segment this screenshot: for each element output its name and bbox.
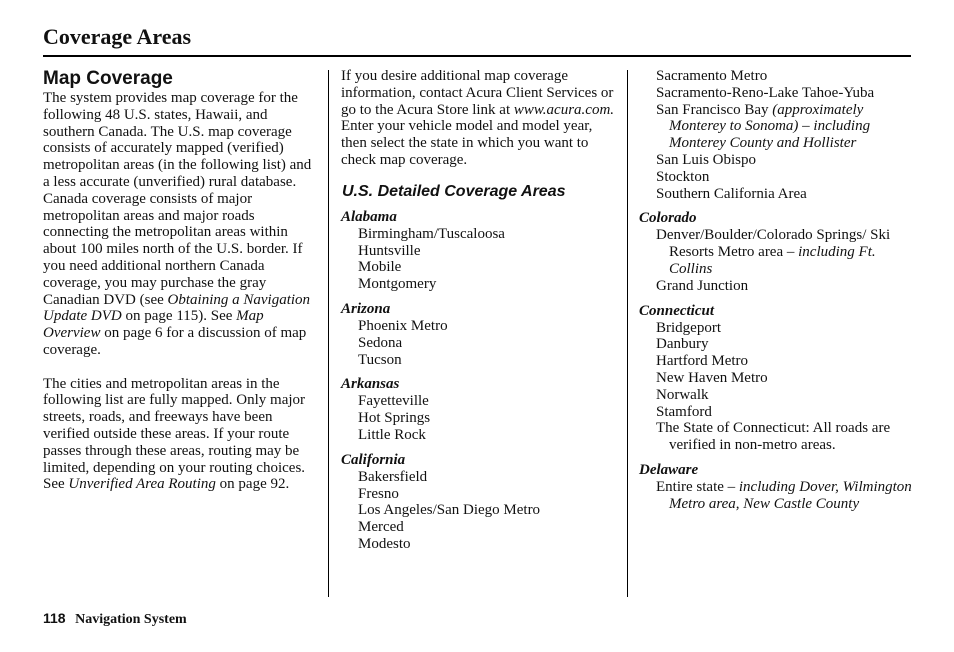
text: Little Rock: [358, 426, 426, 443]
state-heading: Arizona: [341, 300, 391, 317]
column-1: [43, 68, 321, 493]
coverage-area-item: [358, 469, 619, 486]
state-heading: California: [341, 451, 406, 468]
text: Stockton: [656, 168, 710, 185]
italic-text: including Ft. Collins: [669, 244, 876, 277]
column-2: [341, 68, 619, 561]
coverage-area-item: [656, 169, 915, 186]
coverage-area-item: [358, 318, 619, 335]
coverage-area-item: [358, 276, 619, 293]
state-heading: Delaware: [639, 461, 699, 478]
text: The system provides map coverage for the following 48 U.S. states, Hawaii, and southern Canada. The U.S. map coverage consists of accurately mapped (verified) metropolitan areas (in the following list) and a less accurate (unverified) rural database. Canada coverage consists of major metropolitan areas and major roads connecting the metropolitan areas within about 100 miles north of the U.S. border. If you need additional northern Canada coverage, you may purchase the gray Canadian DVD (see: [43, 90, 312, 308]
column-divider-2: [627, 70, 628, 597]
state-list-col2: [341, 209, 619, 553]
coverage-area-item: [358, 226, 619, 243]
text: Sacramento Metro: [656, 68, 768, 84]
text: New Haven Metro: [656, 369, 768, 386]
text: The cities and metropolitan areas in the following list are fully mapped. Only major streets, roads, and freeways have been verified outside these areas. If your route passes through these areas, routing may be limited, depending on your routing choices. See: [43, 375, 306, 493]
text: on page 115). See: [121, 308, 237, 325]
page-title: Coverage Areas: [43, 24, 192, 49]
state-block: [639, 303, 915, 454]
coverage-area-item: [656, 68, 915, 85]
text: Hot Springs: [358, 410, 431, 427]
section-heading-map-coverage: Map Coverage: [43, 68, 173, 89]
text: Phoenix Metro: [358, 317, 448, 334]
state-heading: Arkansas: [341, 376, 400, 393]
coverage-area-item: [656, 152, 915, 169]
text: Birmingham/Tuscaloosa: [358, 225, 505, 242]
coverage-area-item: [358, 410, 619, 427]
text: The State of Connecticut: All roads are verified in non-metro areas.: [656, 420, 891, 454]
state-heading: Connecticut: [639, 302, 715, 319]
italic-text: www.acura.com.: [513, 101, 615, 118]
coverage-area-item: [656, 227, 915, 277]
continued-city-list: [639, 68, 915, 202]
coverage-area-item: [656, 420, 915, 454]
additional-coverage-paragraph: [341, 68, 619, 169]
coverage-area-item: [656, 353, 915, 370]
text: Huntsville: [358, 242, 421, 259]
text: San Luis Obispo: [656, 151, 757, 168]
text: on page 92.: [215, 476, 290, 493]
state-block: [341, 452, 619, 553]
coverage-area-item: [656, 186, 915, 203]
map-coverage-paragraph-2: [43, 376, 321, 494]
text: If you desire additional map coverage information, contact Acura Client Services or go to the Acura Store link at: [341, 68, 614, 118]
state-block: [341, 376, 619, 443]
state-block: [341, 301, 619, 368]
text: Modesto: [358, 535, 411, 552]
page-number: 118: [43, 610, 66, 626]
text: Entire state –: [656, 478, 739, 495]
coverage-area-item: [358, 352, 619, 369]
text: Fresno: [358, 485, 399, 502]
text: Denver/Boulder/Colorado Springs/ Ski Resorts Metro area –: [656, 227, 891, 261]
coverage-area-item: [656, 278, 915, 295]
italic-text: (approximately Monterey to Sonoma) – including Monterey County and Hollister: [669, 101, 871, 152]
coverage-area-item: [358, 427, 619, 444]
state-heading: Alabama: [341, 208, 397, 225]
state-block: [639, 210, 915, 294]
column-3: [639, 68, 915, 521]
coverage-area-item: [358, 519, 619, 536]
coverage-area-item: [656, 370, 915, 387]
text: on page 6 for a discussion of map coverage.: [43, 325, 307, 358]
coverage-area-item: [358, 486, 619, 503]
text: Bakersfield: [358, 468, 428, 485]
coverage-area-item: [358, 502, 619, 519]
text: Mobile: [358, 259, 402, 276]
title-divider: [43, 55, 911, 57]
italic-text: Map Overview: [43, 308, 264, 342]
text: Sedona: [358, 334, 403, 351]
state-block: [341, 209, 619, 293]
italic-text: Obtaining a Navigation Update DVD: [43, 291, 311, 325]
text: Danbury: [656, 336, 709, 353]
text: Montgomery: [358, 276, 437, 293]
text: San Francisco Bay: [656, 101, 773, 118]
text: Sacramento-Reno-Lake Tahoe-Yuba: [656, 84, 875, 101]
state-list-col3: [639, 210, 915, 512]
text: Bridgeport: [656, 319, 721, 336]
text: Los Angeles/San Diego Metro: [358, 502, 541, 519]
coverage-area-item: [656, 479, 915, 513]
italic-text: Unverified Area Routing: [68, 476, 216, 493]
coverage-area-item: [656, 387, 915, 404]
coverage-area-item: [358, 393, 619, 410]
coverage-area-item: [656, 404, 915, 421]
coverage-area-item: [656, 102, 915, 152]
coverage-area-item: [656, 320, 915, 337]
state-heading: Colorado: [639, 210, 697, 227]
text: Hartford Metro: [656, 353, 749, 370]
text: Stamford: [656, 403, 712, 420]
text: Norwalk: [656, 386, 709, 403]
coverage-area-item: [358, 243, 619, 260]
text: Southern California Area: [656, 185, 807, 202]
text: Enter your vehicle model and model year, then select the state in which you want to check map coverage.: [341, 118, 593, 168]
coverage-area-item: [656, 336, 915, 353]
detailed-coverage-subheading: U.S. Detailed Coverage Areas: [342, 182, 566, 200]
coverage-area-item: [656, 85, 915, 102]
coverage-area-item: [358, 536, 619, 553]
text: Fayetteville: [358, 393, 429, 410]
coverage-area-item: [358, 335, 619, 352]
footer-label: Navigation System: [75, 612, 187, 627]
coverage-area-item: [358, 259, 619, 276]
state-block: [639, 462, 915, 513]
column-divider-1: [328, 70, 329, 597]
text: Merced: [358, 519, 404, 536]
text: Tucson: [358, 351, 402, 368]
text: Grand Junction: [656, 277, 749, 294]
page-footer: [43, 610, 187, 628]
map-coverage-paragraph-1: [43, 90, 321, 359]
california-continued-list: [639, 68, 915, 202]
italic-text: including Dover, Wilmington Metro area, New Castle County: [669, 478, 912, 512]
